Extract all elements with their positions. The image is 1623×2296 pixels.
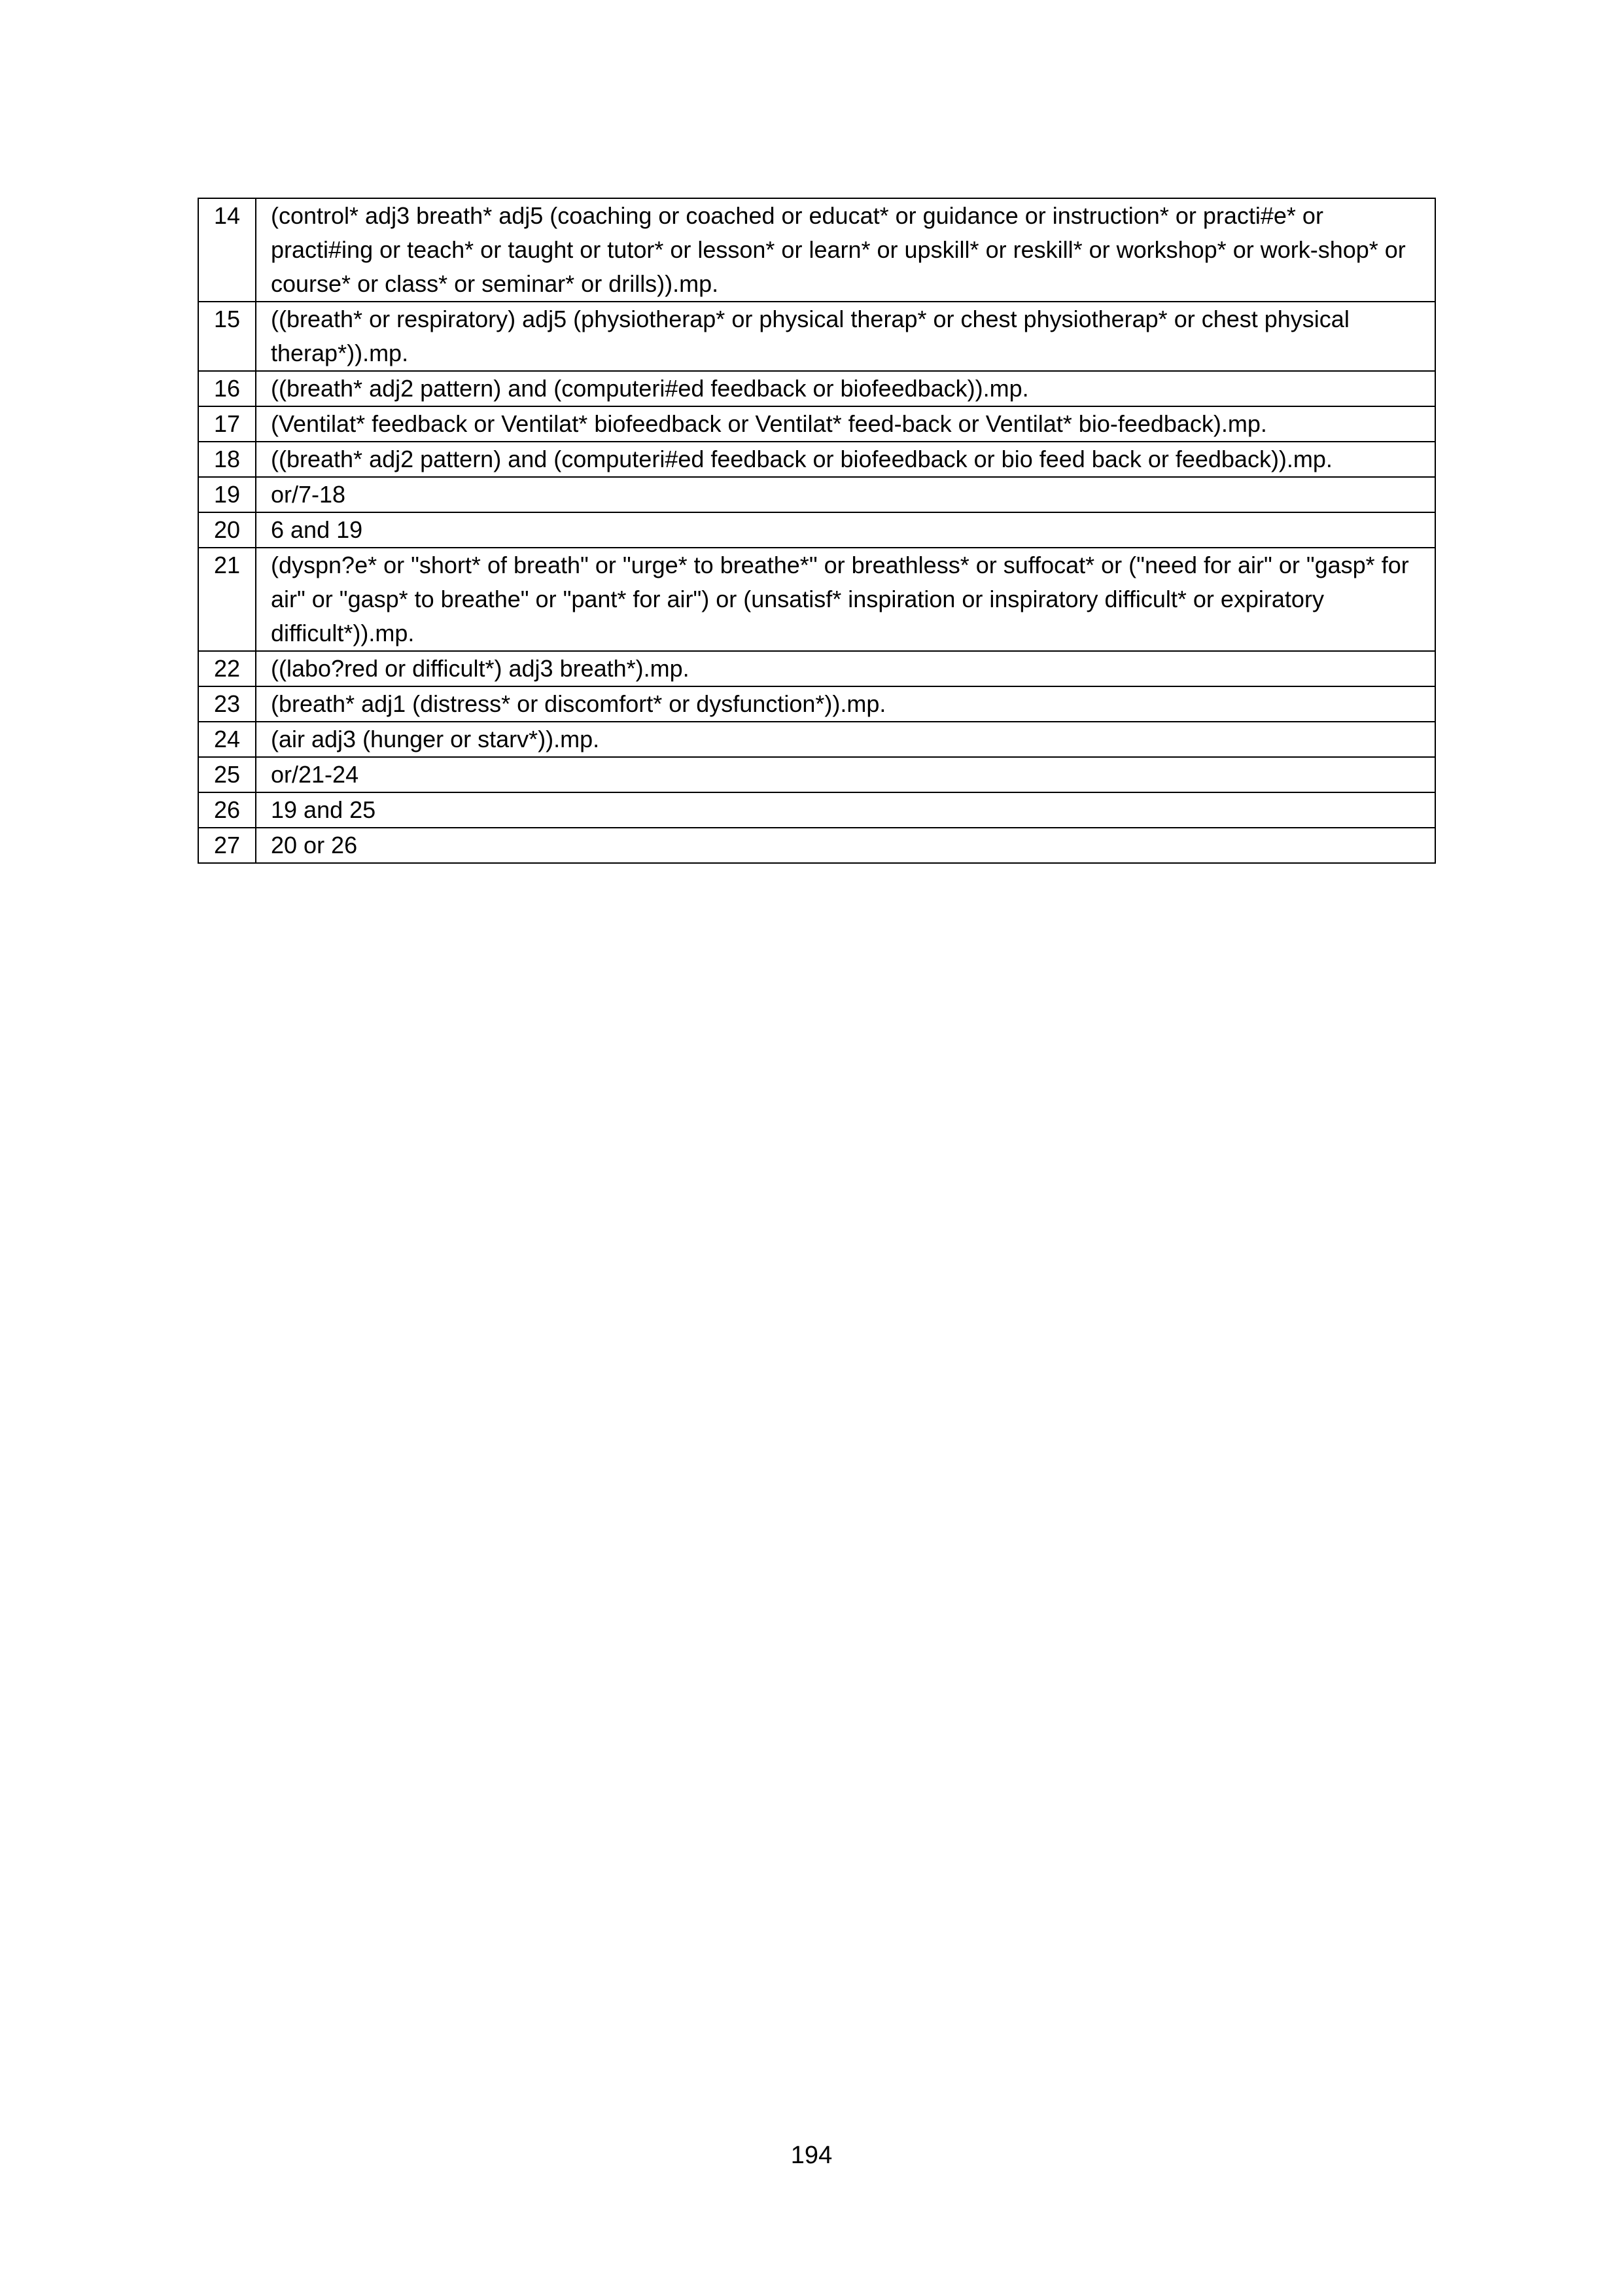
line-number: 19 — [198, 477, 256, 512]
search-query: or/21-24 — [256, 757, 1435, 792]
line-number: 20 — [198, 512, 256, 548]
search-query: 6 and 19 — [256, 512, 1435, 548]
search-query: or/7-18 — [256, 477, 1435, 512]
search-query: ((breath* adj2 pattern) and (computeri#ed feedback or biofeedback)).mp. — [256, 371, 1435, 406]
search-query: (Ventilat* feedback or Ventilat* biofeedback or Ventilat* feed-back or Ventilat* bio-feedback).mp. — [256, 406, 1435, 442]
search-query: (dyspn?e* or "short* of breath" or "urge* to breathe*" or breathless* or suffocat* or ("need for air" or "gasp* for air" or "gasp* to breathe" or "pant* for air") or (unsatisf* inspiration or inspiratory difficult* or expiratory difficult*)).mp. — [256, 548, 1435, 651]
line-number: 26 — [198, 792, 256, 828]
table-row — [198, 828, 1435, 863]
table-row — [198, 792, 1435, 828]
line-number: 14 — [198, 198, 256, 302]
line-number: 22 — [198, 651, 256, 686]
table-row — [198, 198, 1435, 302]
line-number: 27 — [198, 828, 256, 863]
search-query: (control* adj3 breath* adj5 (coaching or coached or educat* or guidance or instruction* or practi#e* or practi#ing or teach* or taught or tutor* or lesson* or learn* or upskill* or reskill* or workshop* or work-shop* or course* or class* or seminar* or drills)).mp. — [256, 198, 1435, 302]
table-row — [198, 477, 1435, 512]
search-query: ((labo?red or difficult*) adj3 breath*).mp. — [256, 651, 1435, 686]
table-row — [198, 722, 1435, 757]
line-number: 25 — [198, 757, 256, 792]
table-row — [198, 651, 1435, 686]
search-query: (breath* adj1 (distress* or discomfort* or dysfunction*)).mp. — [256, 686, 1435, 722]
line-number: 18 — [198, 442, 256, 477]
line-number: 21 — [198, 548, 256, 651]
search-strategy-body — [198, 198, 1435, 863]
line-number: 15 — [198, 302, 256, 371]
search-query: (air adj3 (hunger or starv*)).mp. — [256, 722, 1435, 757]
table-row — [198, 548, 1435, 651]
table-row — [198, 512, 1435, 548]
search-query: ((breath* adj2 pattern) and (computeri#ed feedback or biofeedback or bio feed back or feedback)).mp. — [256, 442, 1435, 477]
search-query: 19 and 25 — [256, 792, 1435, 828]
table-row — [198, 757, 1435, 792]
table-row — [198, 302, 1435, 371]
line-number: 23 — [198, 686, 256, 722]
line-number: 24 — [198, 722, 256, 757]
line-number: 17 — [198, 406, 256, 442]
table-row — [198, 442, 1435, 477]
page-number: 194 — [790, 2142, 833, 2169]
line-number: 16 — [198, 371, 256, 406]
table-row — [198, 371, 1435, 406]
search-query: 20 or 26 — [256, 828, 1435, 863]
search-query: ((breath* or respiratory) adj5 (physiotherap* or physical therap* or chest physiotherap* or chest physical therap*)).mp. — [256, 302, 1435, 371]
table-row — [198, 406, 1435, 442]
search-strategy-table — [198, 198, 1436, 864]
table-row — [198, 686, 1435, 722]
